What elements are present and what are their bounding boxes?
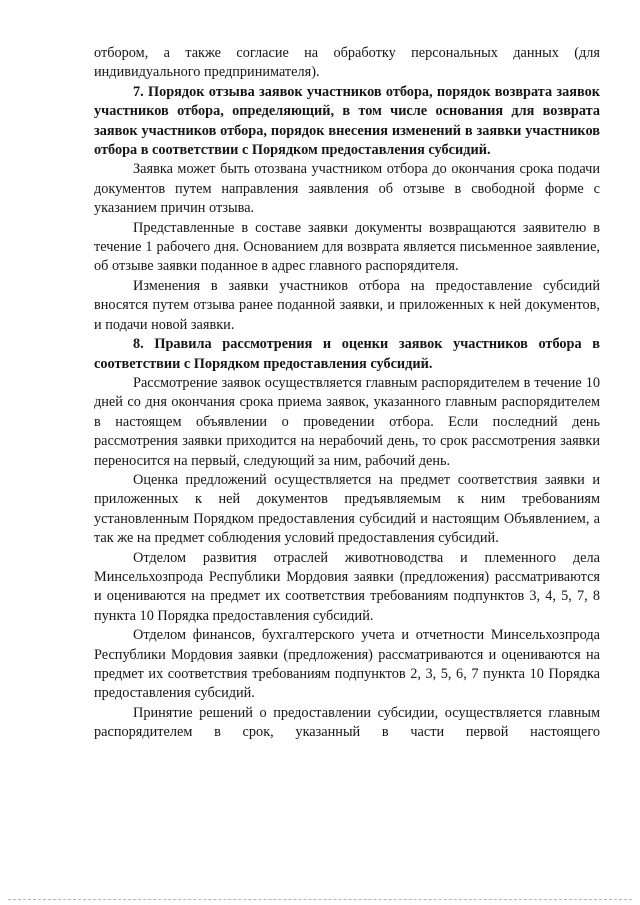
section-8-heading: 8. Правила рассмотрения и оценки заявок участников отбора в соответствии с Порядком предоставления субсидий. xyxy=(94,336,600,372)
paragraph-livestock-department: Отделом развития отраслей животноводства и племенного дела Минсельхозпрода Республики Мордовия заявки (предложения) рассматриваются и оцениваются на предмет их соответствия требованиям подпунктов 3, 4, 5, 7, 8 пункта 10 Порядка предоставления субсидий. xyxy=(94,549,600,624)
paragraph-decision: Принятие решений о предоставлении субсидии, осуществляется главным распорядителем в срок, указанный в части первой настоящего xyxy=(94,704,600,741)
paragraph-review-period: Рассмотрение заявок осуществляется главным распорядителем в течение 10 дней со дня окончания срока приема заявок, указанного главным распорядителем в настоящем объявлении о проведении отбора. Если последний день рассмотрения заявки приходится на нерабочий день, то срок рассмотрения заявки переносится на первый, следующий за ним, рабочий день. xyxy=(94,374,600,469)
section-7-heading: 7. Порядок отзыва заявок участников отбора, порядок возврата заявок участников отбора, определяющий, в том числе основания для возврата заявок участников отбора, порядок внесения изменений в заявки участников отбора в соответствии с Порядком предоставления субсидий. xyxy=(94,83,600,159)
paragraph-changes: Изменения в заявки участников отбора на предоставление субсидий вносятся путем отзыва ранее поданной заявки, и приложенных к ней документов, и подачи новой заявки. xyxy=(94,277,600,333)
paragraph-consent-continuation: отбором, а также согласие на обработку персональных данных (для индивидуального предпринимателя). xyxy=(94,45,600,81)
paragraph-withdrawal: Заявка может быть отозвана участником отбора до окончания срока подачи документов путем направления заявления об отзыве в свободной форме с указанием причин отзыва. xyxy=(94,161,600,217)
paragraph-evaluation: Оценка предложений осуществляется на предмет соответствия заявки и приложенных к ней документов предъявляемым к ним требованиям установленным Порядком предоставления субсидий и настоящим Объявлением, а так же на предмет соблюдения условий предоставления субсидий. xyxy=(94,471,600,547)
paragraph-finance-department: Отделом финансов, бухгалтерского учета и отчетности Минсельхозпрода Республики Мордовия заявки (предложения) рассматриваются и оцениваются на предмет их соответствия требованиям подпунктов 2, 3, 5, 6, 7 пункта 10 Порядка предоставления субсидий. xyxy=(94,627,600,702)
paragraph-documents-return: Представленные в составе заявки документы возвращаются заявителю в течение 1 рабочего дня. Основанием для возврата является письменное заявление, об отзыве заявки поданное в адрес главного распорядителя. xyxy=(94,219,600,275)
page-bottom-edge xyxy=(8,899,632,900)
document-page xyxy=(94,44,600,743)
